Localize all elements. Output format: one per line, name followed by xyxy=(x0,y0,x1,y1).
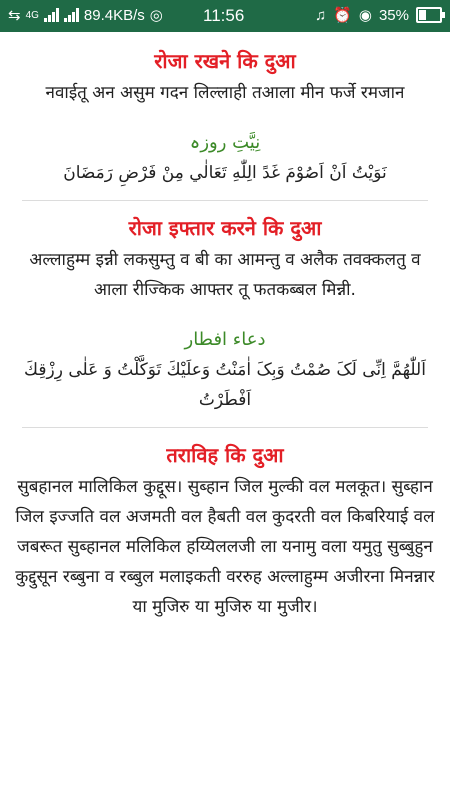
status-bar-left xyxy=(8,6,163,24)
headphones-icon: ♫ xyxy=(314,6,327,24)
data-saver-icon: ◎ xyxy=(149,7,163,24)
section-title: रोजा रखने कि दुआ xyxy=(154,49,296,73)
alarm-icon: ⏰ xyxy=(333,7,352,24)
battery-percent: 35% xyxy=(378,6,409,24)
network-speed: 89.4KB/s xyxy=(83,6,145,24)
data-transfer-icon: ⇆ xyxy=(8,7,21,24)
status-bar xyxy=(0,0,450,32)
section-transliteration: अल्लाहुम्म इन्नी लकसुम्तु व बी का आमन्तु व अलैक तवक्कलतु व आला रीज्किक आफ्तर तू फतकब्बल मिन्नी. xyxy=(29,250,421,300)
network-type: 4G xyxy=(25,9,39,21)
battery-tip xyxy=(442,12,445,18)
battery-icon xyxy=(416,7,442,23)
section-title: रोजा इफ्तार करने कि दुआ xyxy=(128,216,322,240)
signal-icon-2 xyxy=(64,8,79,22)
section-arabic-title: دعاء افطار xyxy=(184,329,266,350)
section-arabic-text: نَوَیْتُ اَنْ اَصُوْمَ غَدً الِلّٰهِ تَعَالٰي مِنْ فَرْضِ رَمَضَانَ xyxy=(63,163,387,183)
signal-icon xyxy=(44,8,59,22)
status-bar-right xyxy=(315,6,442,24)
clock: 11:56 xyxy=(203,6,245,25)
section-arabic-text: اَللّٰهُمَّ اِنِّی لَکَ صُمْتُ وَبِکَ اٰمَنْتُ وَعلَيْكَ تَوَكَّلْتُ وَ عَلٰی رِزْقِكَ اَفْطَرْتُ xyxy=(24,360,426,410)
eye-icon: ◉ xyxy=(358,7,372,24)
dua-section-taraweeh xyxy=(0,428,450,634)
section-title: तराविह कि दुआ xyxy=(166,443,284,467)
battery-fill xyxy=(419,10,426,20)
section-arabic-title: نِیَّتِ روزہ xyxy=(189,132,261,153)
dua-list[interactable] xyxy=(0,32,450,634)
section-transliteration: नवाईतू अन असुम गदन लिल्लाही तआला मीन फर्जे रमजान xyxy=(45,83,405,103)
section-transliteration: सुबहानल मालिकिल कुद्दूस। सुब्हान जिल मुल्की वल मलकूत। सुब्हान जिल इज्जति वल अजमती वल हैबती वल कुदरती वल किबरियाई वल जबरूत सुब्हानल मलिकिल हय्यिललजी ला यनामु वला यमुतु सुब्बुहुन कुद्दुसून रब्बुना व रब्बुल मलाइकती वररुह अल्लाहुम्म अजीरना मिनन्नार या मुजिरु या मुजिरु या मुजीर। xyxy=(15,477,435,617)
dua-section-iftar xyxy=(0,201,450,427)
dua-section-fasting xyxy=(0,32,450,200)
